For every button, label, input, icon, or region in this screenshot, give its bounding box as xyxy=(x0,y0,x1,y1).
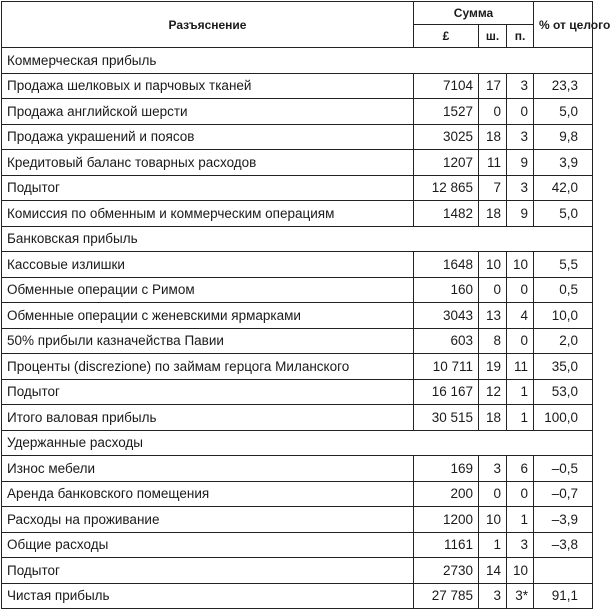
cell-percent: 5,5 xyxy=(534,252,593,278)
cell-pounds: 2730 xyxy=(414,558,479,584)
cell-shillings: 14 xyxy=(479,558,507,584)
row-description: Общие расходы xyxy=(2,532,414,558)
cell-shillings: 18 xyxy=(479,405,507,431)
section-row xyxy=(2,48,593,74)
cell-pence: 3 xyxy=(507,532,534,558)
table-row xyxy=(2,481,593,507)
table-row xyxy=(2,252,593,278)
profit-table xyxy=(1,1,610,609)
row-description: Износ мебели xyxy=(2,456,414,482)
cell-pence: 3* xyxy=(507,583,534,609)
row-description: Чистая прибыль xyxy=(2,583,414,609)
header-percent: % от целого xyxy=(534,2,593,48)
cell-pounds: 7104 xyxy=(414,73,479,99)
cell-shillings: 10 xyxy=(479,252,507,278)
cell-percent: 91,1 xyxy=(534,583,593,609)
cell-percent: 5,0 xyxy=(534,201,593,227)
header-sum: Сумма xyxy=(414,2,534,25)
row-description: Аренда банковского помещения xyxy=(2,481,414,507)
cell-percent: –3,8 xyxy=(534,532,593,558)
table-row xyxy=(2,303,593,329)
table-body xyxy=(2,48,593,609)
cell-shillings: 0 xyxy=(479,481,507,507)
cell-shillings: 3 xyxy=(479,456,507,482)
row-description: Подытог xyxy=(2,558,414,584)
row-description: Продажа шелковых и парчовых тканей xyxy=(2,73,414,99)
cell-pence: 4 xyxy=(507,303,534,329)
header-description: Разъяснение xyxy=(2,2,414,48)
cell-pence: 0 xyxy=(507,99,534,125)
cell-pounds: 1527 xyxy=(414,99,479,125)
cell-pence: 3 xyxy=(507,175,534,201)
cell-pounds: 200 xyxy=(414,481,479,507)
cell-percent: 2,0 xyxy=(534,328,593,354)
cell-pence: 10 xyxy=(507,252,534,278)
table-row xyxy=(2,405,593,431)
cell-percent: 9,8 xyxy=(534,124,593,150)
cell-pence: 9 xyxy=(507,201,534,227)
cell-shillings: 12 xyxy=(479,379,507,405)
row-description: Подытог xyxy=(2,379,414,405)
cell-pounds: 1161 xyxy=(414,532,479,558)
table-row xyxy=(2,150,593,176)
cell-percent: 42,0 xyxy=(534,175,593,201)
cell-percent: –3,9 xyxy=(534,507,593,533)
cell-pence: 0 xyxy=(507,481,534,507)
table-row xyxy=(2,507,593,533)
cell-pounds: 3025 xyxy=(414,124,479,150)
table-row xyxy=(2,175,593,201)
row-description: Расходы на проживание xyxy=(2,507,414,533)
cell-shillings: 17 xyxy=(479,73,507,99)
table-row xyxy=(2,277,593,303)
cell-percent xyxy=(534,558,593,584)
header-pence: п. xyxy=(507,25,534,48)
table-row xyxy=(2,201,593,227)
cell-percent: 100,0 xyxy=(534,405,593,431)
row-description: Итого валовая прибыль xyxy=(2,405,414,431)
row-description: Кредитовый баланс товарных расходов xyxy=(2,150,414,176)
section-title: Коммерческая прибыль xyxy=(2,48,593,74)
cell-shillings: 13 xyxy=(479,303,507,329)
cell-shillings: 0 xyxy=(479,99,507,125)
row-description: Комиссия по обменным и коммерческим операциям xyxy=(2,201,414,227)
row-description: Подытог xyxy=(2,175,414,201)
cell-shillings: 19 xyxy=(479,354,507,380)
table-header xyxy=(2,2,610,48)
cell-pence: 3 xyxy=(507,124,534,150)
cell-shillings: 1 xyxy=(479,532,507,558)
table-row xyxy=(2,99,593,125)
cell-percent: 23,3 xyxy=(534,73,593,99)
cell-pence: 9 xyxy=(507,150,534,176)
cell-pence: 6 xyxy=(507,456,534,482)
cell-pounds: 30 515 xyxy=(414,405,479,431)
table-row xyxy=(2,558,593,584)
cell-percent: 10,0 xyxy=(534,303,593,329)
cell-shillings: 0 xyxy=(479,277,507,303)
cell-pounds: 1207 xyxy=(414,150,479,176)
cell-pounds: 1648 xyxy=(414,252,479,278)
cell-shillings: 18 xyxy=(479,201,507,227)
table-row xyxy=(2,73,593,99)
row-description: Проценты (discrezione) по займам герцога Миланского xyxy=(2,354,414,380)
cell-pounds: 16 167 xyxy=(414,379,479,405)
cell-pence: 0 xyxy=(507,328,534,354)
cell-pence: 1 xyxy=(507,405,534,431)
table-row xyxy=(2,532,593,558)
cell-percent: 53,0 xyxy=(534,379,593,405)
cell-pounds: 27 785 xyxy=(414,583,479,609)
row-description: Обменные операции с женевскими ярмарками xyxy=(2,303,414,329)
table-row xyxy=(2,328,593,354)
row-description: Продажа английской шерсти xyxy=(2,99,414,125)
cell-pence: 0 xyxy=(507,277,534,303)
cell-pounds: 160 xyxy=(414,277,479,303)
cell-shillings: 3 xyxy=(479,583,507,609)
table-row xyxy=(2,456,593,482)
header-pounds: £ xyxy=(414,25,479,48)
cell-percent: 0,5 xyxy=(534,277,593,303)
cell-percent: 3,9 xyxy=(534,150,593,176)
cell-pounds: 603 xyxy=(414,328,479,354)
cell-pounds: 169 xyxy=(414,456,479,482)
table-row xyxy=(2,124,593,150)
cell-percent: 35,0 xyxy=(534,354,593,380)
section-title: Удержанные расходы xyxy=(2,430,593,456)
row-description: Продажа украшений и поясов xyxy=(2,124,414,150)
row-description: 50% прибыли казначейства Павии xyxy=(2,328,414,354)
cell-percent: –0,7 xyxy=(534,481,593,507)
cell-percent: –0,5 xyxy=(534,456,593,482)
cell-pence: 3 xyxy=(507,73,534,99)
cell-pounds: 1482 xyxy=(414,201,479,227)
cell-shillings: 8 xyxy=(479,328,507,354)
cell-pounds: 1200 xyxy=(414,507,479,533)
row-description: Кассовые излишки xyxy=(2,252,414,278)
cell-pounds: 12 865 xyxy=(414,175,479,201)
cell-percent: 5,0 xyxy=(534,99,593,125)
cell-pence: 10 xyxy=(507,558,534,584)
table-row xyxy=(2,354,593,380)
cell-pounds: 10 711 xyxy=(414,354,479,380)
cell-shillings: 10 xyxy=(479,507,507,533)
cell-pence: 11 xyxy=(507,354,534,380)
table-row xyxy=(2,583,593,609)
cell-shillings: 18 xyxy=(479,124,507,150)
row-description: Обменные операции с Римом xyxy=(2,277,414,303)
cell-pence: 1 xyxy=(507,379,534,405)
cell-shillings: 7 xyxy=(479,175,507,201)
cell-pence: 1 xyxy=(507,507,534,533)
header-shillings: ш. xyxy=(479,25,507,48)
section-row xyxy=(2,430,593,456)
section-row xyxy=(2,226,593,252)
table-row xyxy=(2,379,593,405)
cell-pounds: 3043 xyxy=(414,303,479,329)
section-title: Банковская прибыль xyxy=(2,226,593,252)
cell-shillings: 11 xyxy=(479,150,507,176)
